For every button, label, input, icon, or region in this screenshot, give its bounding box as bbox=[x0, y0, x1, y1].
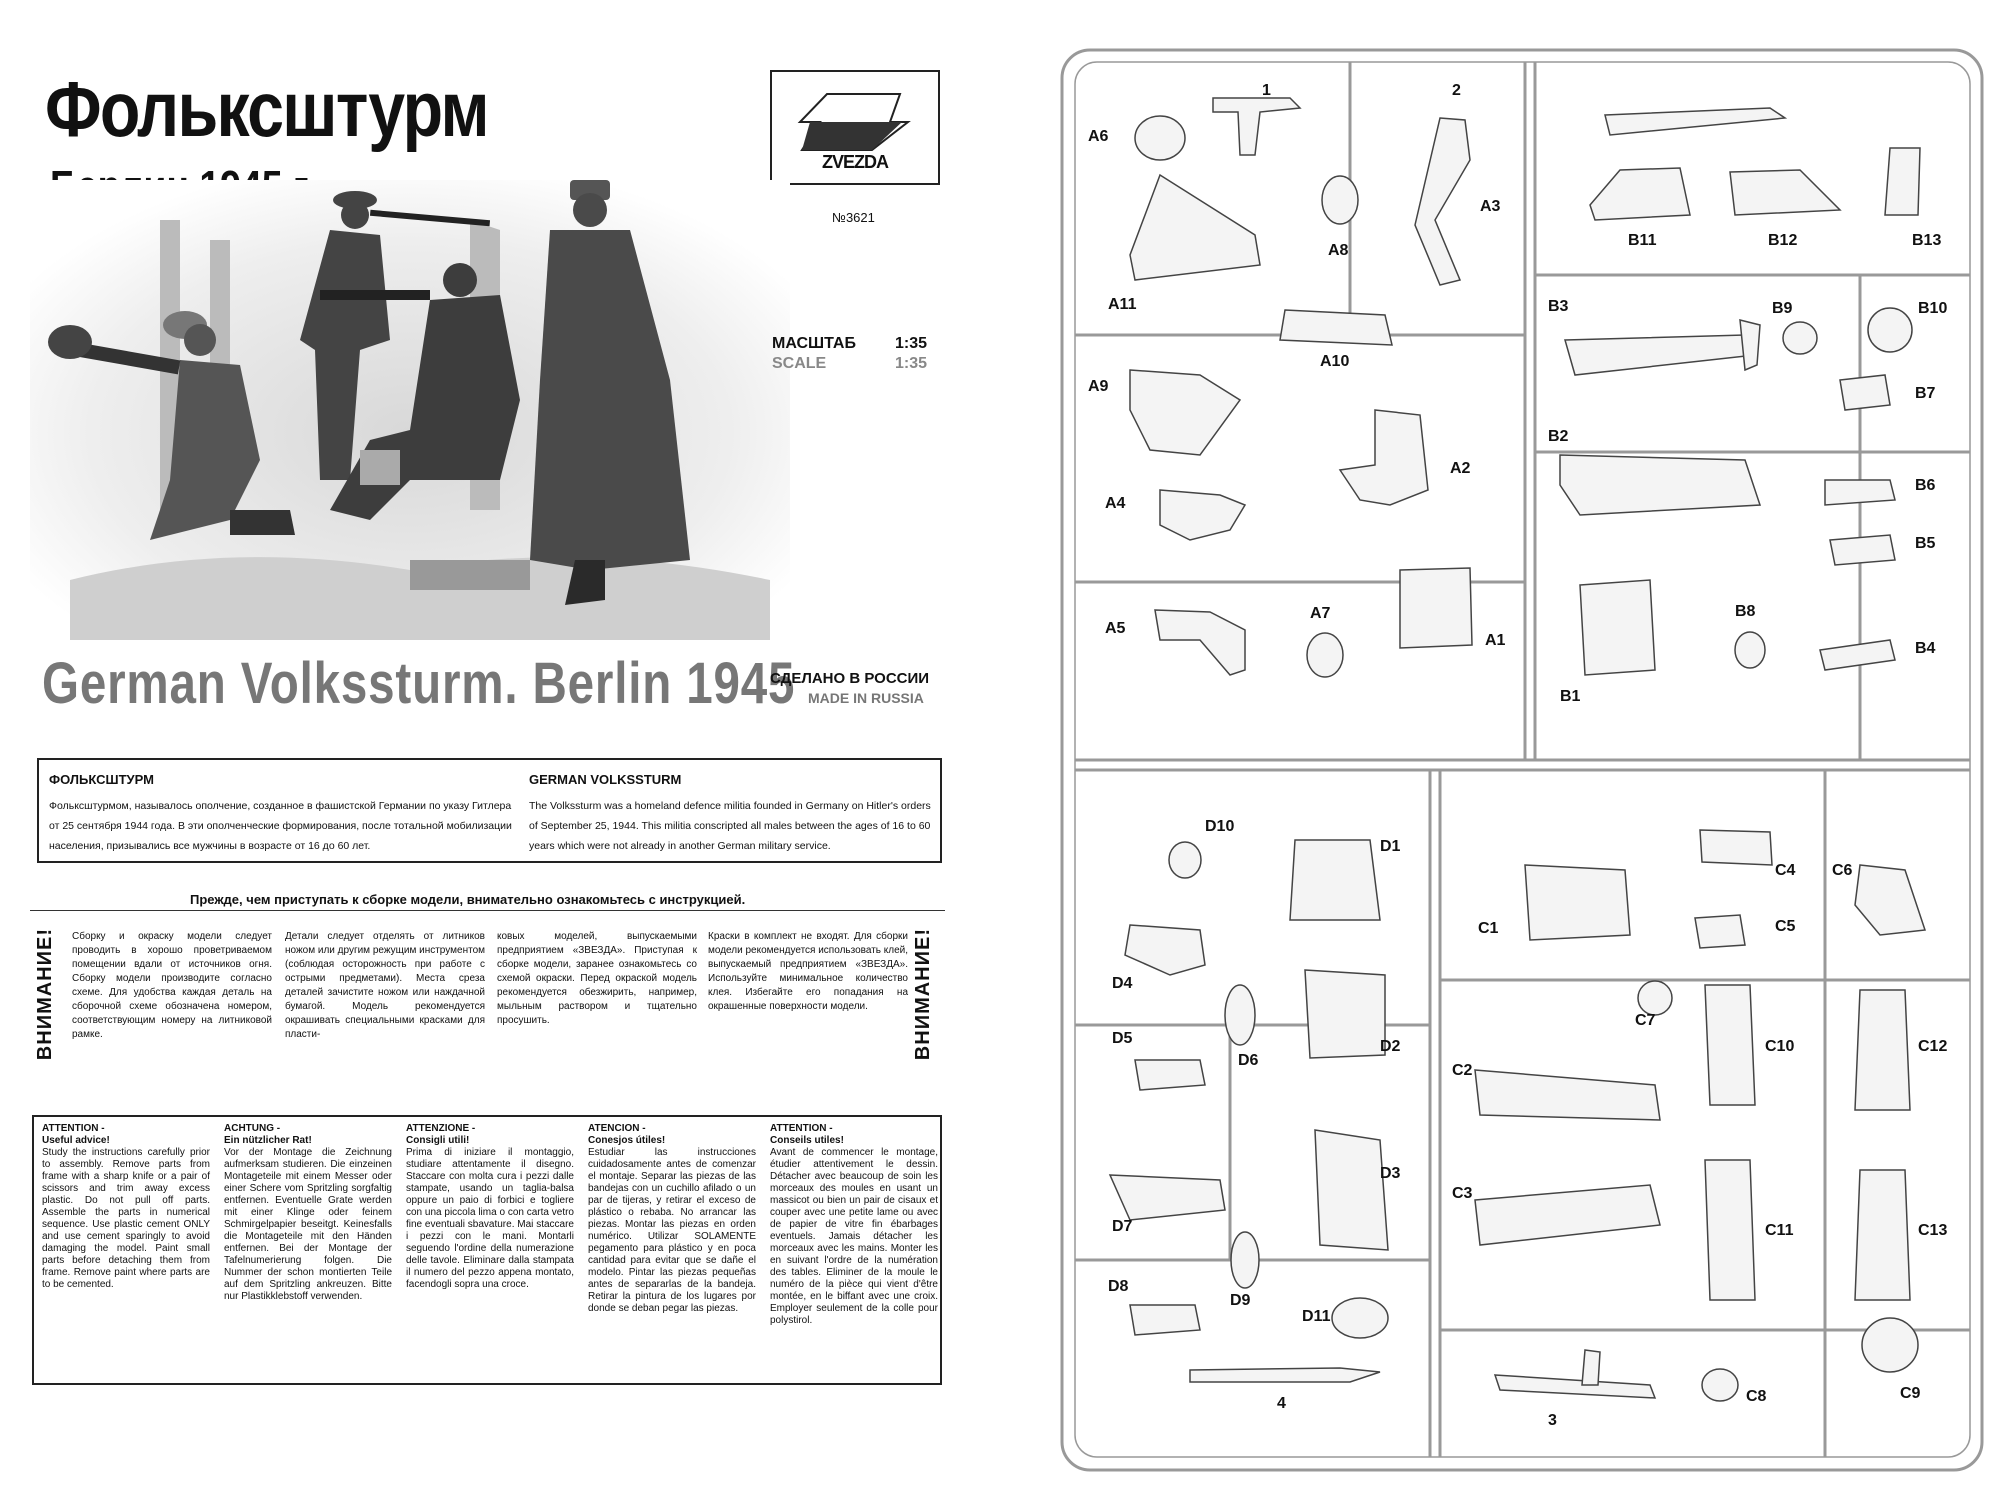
part-label-c13: C13 bbox=[1918, 1222, 1948, 1239]
warning-col-3: ковых моделей, выпускаемыми предприятием «ЗВЕЗДА». Приступая к сборке модели, заранее ознакомьтесь со схемой окраски. Перед окраской модель рекомендуется обезжирить, например, мыльным раствором и тщательно просушить. bbox=[497, 931, 697, 1026]
warning-col-2: Детали следует отделять от литников ножом или другим режущим инструментом (соблюдая осторожность при работе с острыми предметами). Места среза деталей зачистите ножом или наждачной бумагой. Модель рекомендуется окрашивать специальными красками для пласти- bbox=[285, 931, 485, 1040]
advice-head: ACHTUNG - bbox=[224, 1123, 281, 1134]
part-label-c3: C3 bbox=[1452, 1185, 1473, 1202]
part-label-b4: B4 bbox=[1915, 640, 1936, 657]
warning-col-1: Сборку и окраску модели следует проводить в хорошо проветриваемом помещении вдали от источников огня. Сборку модели производите согласно схеме. Для удобства каждая деталь на сборочной схеме обозначена номером, соответствующим номеру на литниковой рамке. bbox=[72, 931, 272, 1040]
brand-name: ZVEZDA bbox=[822, 152, 888, 172]
part-label-a10: A10 bbox=[1320, 353, 1350, 370]
title-english: German Volkssturm. Berlin 1945 bbox=[42, 651, 796, 716]
part-label-d9: D9 bbox=[1230, 1292, 1251, 1309]
info-text-en: The Volkssturm was a homeland defence militia founded in Germany on Hitler's orders of September 25, 1944. This militia conscripted all males between the ages of 16 to 60 years which were not already in another German military service. bbox=[529, 800, 931, 852]
advice-text: Study the instructions carefully prior to assembly. Remove parts from frame with a sharp knife or a pair of scissors and trim away excess plastic. Do not pull off parts. Assemble the parts in numerical sequence. Use plastic cement ONLY and use cement sparingly to avoid damaging the model. Paint small parts before detaching them from frame. Remove paint where parts are to be cemented. bbox=[42, 1147, 210, 1290]
part-label-a5: A5 bbox=[1105, 620, 1126, 637]
part-label-c5: C5 bbox=[1775, 918, 1796, 935]
warning-vertical-right: ВНИМАНИЕ! bbox=[912, 928, 934, 1061]
advice-head: ATENCION - bbox=[588, 1123, 646, 1134]
part-label-c11: C11 bbox=[1765, 1222, 1794, 1239]
made-in-russia-ru: СДЕЛАНО В РОССИИ bbox=[770, 670, 930, 687]
part-label-d1: D1 bbox=[1380, 838, 1401, 855]
part-label-a2: A2 bbox=[1450, 460, 1471, 477]
made-in-russia-en: MADE IN RUSSIA bbox=[808, 690, 924, 706]
part-label-4: 4 bbox=[1277, 1395, 1286, 1412]
advice-head: ATTENTION - bbox=[770, 1123, 833, 1134]
scale-value-ru: 1:35 bbox=[895, 335, 928, 352]
advice-head: ATTENTION - bbox=[42, 1123, 105, 1134]
part-label-d8: D8 bbox=[1108, 1278, 1129, 1295]
info-text-ru: Фольксштурмом, называлось ополчение, созданное в фашистской Германии по указу Гитлера от 25 сентября 1944 года. В эти ополченческие формирования, после тотальной мобилизации населения, призывались все мужчины в возрасте от 16 до 60 лет. bbox=[49, 800, 512, 852]
part-label-b2: B2 bbox=[1548, 428, 1569, 445]
scale-label-ru: МАСШТАБ bbox=[772, 335, 856, 352]
part-label-b10: B10 bbox=[1918, 300, 1948, 317]
advice-subhead: Conseils utiles! bbox=[770, 1135, 844, 1146]
part-label-d3: D3 bbox=[1380, 1165, 1401, 1182]
part-label-b3: B3 bbox=[1548, 298, 1569, 315]
part-label-a11: A11 bbox=[1108, 296, 1137, 313]
info-heading-en: GERMAN VOLKSSTURM bbox=[529, 772, 682, 787]
scale-label-en: SCALE bbox=[772, 355, 827, 372]
advice-subhead: Useful advice! bbox=[42, 1135, 110, 1146]
part-label-b1: B1 bbox=[1560, 688, 1581, 705]
part-label-2: 2 bbox=[1452, 82, 1461, 99]
part-label-a1: A1 bbox=[1485, 632, 1506, 649]
advice-text: Avant de commencer le montage, étudier attentivement le dessin. Détacher avec beaucoup de soin les morceaux des moules en usant un massicot ou bien un pair de cisaux et couper avec une petite lame ou avec de papier de vitre fin ébarbages eventuels. Jamais détacher les morceaux avec les mains. Monter les en suivant l'ordre de la numération des tables. Eliminer de la moule le numéro de la pièce qui vient d'être montée, en le biffant avec une croix. Employer seulement de la colle pour polystirol. bbox=[770, 1147, 938, 1326]
part-label-a6: A6 bbox=[1088, 128, 1109, 145]
part-label-d5: D5 bbox=[1112, 1030, 1133, 1047]
warning-heading: Прежде, чем приступать к сборке модели, внимательно ознакомьтесь с инструкцией. bbox=[190, 892, 746, 907]
part-label-d4: D4 bbox=[1112, 975, 1133, 992]
part-label-3: 3 bbox=[1548, 1412, 1557, 1429]
part-label-d7: D7 bbox=[1112, 1218, 1133, 1235]
part-label-1: 1 bbox=[1262, 82, 1271, 99]
part-label-a9: A9 bbox=[1088, 378, 1109, 395]
part-label-b5: B5 bbox=[1915, 535, 1936, 552]
advice-text: Prima di iniziare il montaggio, studiare attentamente il disegno. Staccare con molta cura i pezzi dalle stampate, usando un taglia-balsa oppure un paio di forbici e togliere con una piccola lima o con carta vetro fine eventuali sbavature. Mai staccare i pezzi con le mani. Montarli seguendo l'ordine della numerazione delle tavole. Eliminare dalla stampata il numero del pezzo appena montato, facendogli sopra una croce. bbox=[406, 1147, 574, 1290]
advice-text: Vor der Montage die Zeichnung aufmerksam studieren. Die einzeinen Montageteile mit einem Messer oder einer Schere vom Spritzling sorgfaltig entfernen. Eventuelle Grate werden mit einer Klinge oder feinem Schmirgelpapier beseitgt. Keinesfalls die Montageteile mit den Händen entfernen. Bei der Montage der Tafelnumerierung folgen. Die Nummer der schon montierten Teile auf dem Spritzling ankreuzen. Bitte nur Plastikklebstoff verwenden. bbox=[224, 1147, 392, 1302]
advice-subhead: Consigli utili! bbox=[406, 1135, 470, 1146]
part-label-c9: C9 bbox=[1900, 1385, 1921, 1402]
part-label-a3: A3 bbox=[1480, 198, 1501, 215]
part-label-c7: C7 bbox=[1635, 1012, 1656, 1029]
advice-head: ATTENZIONE - bbox=[406, 1123, 476, 1134]
part-label-b6: B6 bbox=[1915, 477, 1936, 494]
part-label-c6: C6 bbox=[1832, 862, 1853, 879]
title-russian: Фольксштурм bbox=[45, 65, 488, 153]
catalog-number: №3621 bbox=[832, 210, 875, 225]
part-label-a4: A4 bbox=[1105, 495, 1126, 512]
part-label-b12: B12 bbox=[1768, 232, 1798, 249]
part-label-d11: D11 bbox=[1302, 1308, 1331, 1325]
part-label-b8: B8 bbox=[1735, 603, 1756, 620]
advice-text: Estudiar las instrucciones cuidadosamente antes de comenzar el montaje. Separar las piezas de las bandejas con un cuchillo afilado o un par de tijeras, y retirar el exceso de plástico o rebaba. No arrancar las piezas. Montar las piezas en orden numérico. Utilizar SOLAMENTE pegamento para plástico y en poca cantidad para evitar que se dañe el modelo. Pintar las piezas pequeñas antes de separarlas de la bandeja. Retirar la pintura de los lugares por donde se deban pegar las piezas. bbox=[588, 1147, 756, 1314]
part-label-c1: C1 bbox=[1478, 920, 1499, 937]
warning-col-4: Краски в комплект не входят. Для сборки модели рекомендуется использовать клей, выпускаемый предприятием «ЗВЕЗДА». Используйте минимальное количество клея. Избегайте его попадания на окрашенные поверхности модели. bbox=[708, 931, 909, 1012]
part-label-b7: B7 bbox=[1915, 385, 1936, 402]
part-label-a8: A8 bbox=[1328, 242, 1349, 259]
part-label-b11: B11 bbox=[1628, 232, 1657, 249]
part-label-c2: C2 bbox=[1452, 1062, 1473, 1079]
part-label-b9: B9 bbox=[1772, 300, 1793, 317]
part-label-b13: B13 bbox=[1912, 232, 1942, 249]
part-label-c12: C12 bbox=[1918, 1038, 1948, 1055]
part-label-d6: D6 bbox=[1238, 1052, 1259, 1069]
part-label-c4: C4 bbox=[1775, 862, 1796, 879]
advice-subhead: Conesjos útiles! bbox=[588, 1135, 666, 1146]
warning-vertical-left: ВНИМАНИЕ! bbox=[34, 928, 56, 1061]
advice-subhead: Ein nützlicher Rat! bbox=[224, 1135, 312, 1146]
part-label-c10: C10 bbox=[1765, 1038, 1795, 1055]
part-label-a7: A7 bbox=[1310, 605, 1331, 622]
part-label-c8: C8 bbox=[1746, 1388, 1767, 1405]
scale-value-en: 1:35 bbox=[895, 355, 928, 372]
part-label-d10: D10 bbox=[1205, 818, 1235, 835]
part-label-d2: D2 bbox=[1380, 1038, 1401, 1055]
info-heading-ru: ФОЛЬКСШТУРМ bbox=[49, 772, 154, 787]
